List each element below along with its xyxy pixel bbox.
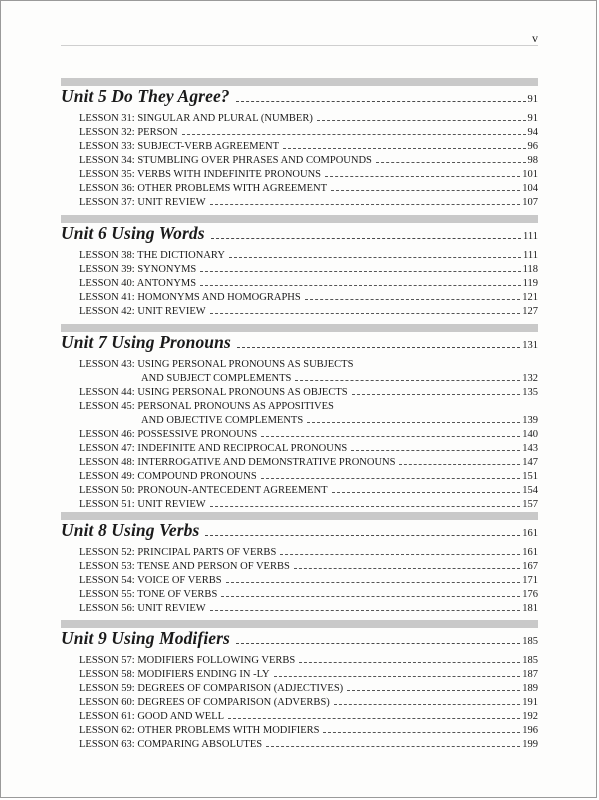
dot-leader bbox=[283, 148, 525, 149]
unit-heading[interactable] bbox=[61, 520, 538, 542]
lesson-label: LESSON 59: DEGREES OF COMPARISON (ADJECTIVES) bbox=[79, 683, 344, 694]
lesson-label-continued: AND OBJECTIVE COMPLEMENTS bbox=[141, 415, 304, 426]
dot-leader bbox=[323, 732, 520, 733]
unit-divider-bar bbox=[61, 620, 538, 628]
lesson-page-number: 96 bbox=[527, 141, 538, 152]
lesson-entry[interactable] bbox=[79, 428, 538, 442]
unit-7-section bbox=[61, 324, 538, 512]
dot-leader bbox=[210, 506, 521, 507]
lesson-list bbox=[79, 249, 538, 319]
lesson-page-number: 154 bbox=[522, 485, 538, 496]
lesson-page-number: 121 bbox=[522, 292, 538, 303]
lesson-list bbox=[79, 112, 538, 210]
lesson-entry[interactable] bbox=[79, 291, 538, 305]
lesson-entry[interactable] bbox=[79, 196, 538, 210]
dot-leader bbox=[210, 204, 521, 205]
unit-heading[interactable] bbox=[61, 86, 538, 108]
dot-leader bbox=[307, 422, 520, 423]
dot-leader bbox=[228, 718, 520, 719]
lesson-entry[interactable] bbox=[79, 456, 538, 470]
unit-heading[interactable] bbox=[61, 223, 538, 245]
lesson-page-number: 151 bbox=[522, 471, 538, 482]
dot-leader bbox=[236, 643, 520, 644]
lesson-label: LESSON 39: SYNONYMS bbox=[79, 264, 197, 275]
lesson-label: LESSON 52: PRINCIPAL PARTS OF VERBS bbox=[79, 547, 277, 558]
lesson-label: LESSON 46: POSSESSIVE PRONOUNS bbox=[79, 429, 258, 440]
dot-leader bbox=[221, 596, 520, 597]
unit-page-number: 161 bbox=[522, 528, 538, 539]
unit-title: Unit 9 Using Modifiers bbox=[61, 628, 230, 648]
lesson-list bbox=[79, 546, 538, 616]
lesson-entry[interactable] bbox=[79, 112, 538, 126]
lesson-page-number: 140 bbox=[522, 429, 538, 440]
lesson-entry[interactable] bbox=[79, 560, 538, 574]
lesson-label: LESSON 32: PERSON bbox=[79, 127, 178, 138]
lesson-label: LESSON 42: UNIT REVIEW bbox=[79, 306, 206, 317]
lesson-entry[interactable] bbox=[79, 126, 538, 140]
lesson-label: LESSON 49: COMPOUND PRONOUNS bbox=[79, 471, 257, 482]
dot-leader bbox=[331, 190, 520, 191]
lesson-entry[interactable] bbox=[79, 182, 538, 196]
lesson-entry[interactable] bbox=[79, 668, 538, 682]
lesson-entry[interactable] bbox=[79, 574, 538, 588]
lesson-label: LESSON 61: GOOD AND WELL bbox=[79, 711, 225, 722]
dot-leader bbox=[226, 582, 521, 583]
dot-leader bbox=[334, 704, 520, 705]
lesson-page-number: 127 bbox=[522, 306, 538, 317]
dot-leader bbox=[399, 464, 520, 465]
lesson-entry[interactable] bbox=[79, 168, 538, 182]
unit-heading[interactable] bbox=[61, 628, 538, 650]
dot-leader bbox=[210, 313, 521, 314]
lesson-label: LESSON 36: OTHER PROBLEMS WITH AGREEMENT bbox=[79, 183, 328, 194]
lesson-label: LESSON 62: OTHER PROBLEMS WITH MODIFIERS bbox=[79, 725, 320, 736]
dot-leader bbox=[325, 176, 520, 177]
dot-leader bbox=[351, 450, 520, 451]
lesson-entry[interactable] bbox=[79, 470, 538, 484]
dot-leader bbox=[280, 554, 520, 555]
dot-leader bbox=[352, 394, 521, 395]
lesson-page-number: 91 bbox=[527, 113, 538, 124]
lesson-entry[interactable] bbox=[79, 498, 538, 512]
unit-divider-bar bbox=[61, 215, 538, 223]
lesson-page-number: 157 bbox=[522, 499, 538, 510]
lesson-label: LESSON 33: SUBJECT-VERB AGREEMENT bbox=[79, 141, 280, 152]
lesson-list bbox=[79, 358, 538, 512]
lesson-label: LESSON 45: PERSONAL PRONOUNS AS APPOSITIVES bbox=[79, 401, 334, 412]
lesson-label: LESSON 31: SINGULAR AND PLURAL (NUMBER) bbox=[79, 113, 313, 124]
dot-leader bbox=[182, 134, 526, 135]
lesson-page-number: 101 bbox=[522, 169, 538, 180]
lesson-entry[interactable] bbox=[79, 154, 538, 168]
unit-page-number: 111 bbox=[523, 231, 538, 242]
lesson-label: LESSON 57: MODIFIERS FOLLOWING VERBS bbox=[79, 655, 296, 666]
unit-heading[interactable] bbox=[61, 332, 538, 354]
lesson-label: LESSON 48: INTERROGATIVE AND DEMONSTRATIVE PRONOUNS bbox=[79, 457, 396, 468]
lesson-label: LESSON 55: TONE OF VERBS bbox=[79, 589, 218, 600]
lesson-page-number: 147 bbox=[522, 457, 538, 468]
lesson-entry[interactable] bbox=[79, 249, 538, 263]
lesson-label-continued: AND SUBJECT COMPLEMENTS bbox=[141, 373, 292, 384]
lesson-label: LESSON 41: HOMONYMS AND HOMOGRAPHS bbox=[79, 292, 301, 303]
lesson-page-number: 161 bbox=[522, 547, 538, 558]
unit-title: Unit 5 Do They Agree? bbox=[61, 86, 230, 106]
lesson-label: LESSON 34: STUMBLING OVER PHRASES AND COMPOUNDS bbox=[79, 155, 372, 166]
lesson-page-number: 111 bbox=[523, 250, 538, 261]
lesson-page-number: 139 bbox=[522, 415, 538, 426]
dot-leader bbox=[294, 568, 520, 569]
lesson-page-number: 185 bbox=[522, 655, 538, 666]
dot-leader bbox=[200, 285, 521, 286]
lesson-label: LESSON 47: INDEFINITE AND RECIPROCAL PRONOUNS bbox=[79, 443, 348, 454]
lesson-label: LESSON 54: VOICE OF VERBS bbox=[79, 575, 222, 586]
lesson-page-number: 196 bbox=[522, 725, 538, 736]
lesson-page-number: 181 bbox=[522, 603, 538, 614]
lesson-label: LESSON 40: ANTONYMS bbox=[79, 278, 197, 289]
lesson-label: LESSON 44: USING PERSONAL PRONOUNS AS OBJECTS bbox=[79, 387, 348, 398]
lesson-label: LESSON 35: VERBS WITH INDEFINITE PRONOUNS bbox=[79, 169, 321, 180]
dot-leader bbox=[237, 347, 520, 348]
lesson-label: LESSON 56: UNIT REVIEW bbox=[79, 603, 206, 614]
unit-9-section bbox=[61, 620, 538, 752]
unit-title: Unit 8 Using Verbs bbox=[61, 520, 200, 540]
dot-leader bbox=[347, 690, 520, 691]
lesson-entry[interactable] bbox=[79, 484, 538, 498]
unit-divider-bar bbox=[61, 324, 538, 332]
lesson-entry[interactable] bbox=[79, 602, 538, 616]
dot-leader bbox=[210, 610, 521, 611]
lesson-label: LESSON 51: UNIT REVIEW bbox=[79, 499, 206, 510]
lesson-page-number: 199 bbox=[522, 739, 538, 750]
lesson-label: LESSON 38: THE DICTIONARY bbox=[79, 250, 225, 261]
lesson-label: LESSON 60: DEGREES OF COMPARISON (ADVERBS) bbox=[79, 697, 330, 708]
dot-leader bbox=[200, 271, 520, 272]
lesson-entry[interactable] bbox=[79, 738, 538, 752]
unit-page-number: 91 bbox=[527, 94, 538, 105]
lesson-entry[interactable] bbox=[79, 710, 538, 724]
lesson-entry[interactable] bbox=[79, 305, 538, 319]
lesson-label: LESSON 58: MODIFIERS ENDING IN -LY bbox=[79, 669, 270, 680]
unit-title: Unit 6 Using Words bbox=[61, 223, 205, 243]
unit-divider-bar bbox=[61, 78, 538, 86]
lesson-page-number: 143 bbox=[522, 443, 538, 454]
dot-leader bbox=[295, 380, 520, 381]
lesson-page-number: 94 bbox=[527, 127, 538, 138]
lesson-entry[interactable] bbox=[79, 400, 538, 428]
lesson-entry[interactable] bbox=[79, 277, 538, 291]
unit-page-number: 131 bbox=[522, 340, 538, 351]
dot-leader bbox=[229, 257, 521, 258]
dot-leader bbox=[266, 746, 520, 747]
lesson-page-number: 118 bbox=[522, 264, 538, 275]
lesson-page-number: 176 bbox=[522, 589, 538, 600]
lesson-page-number: 132 bbox=[522, 373, 538, 384]
unit-6-section bbox=[61, 215, 538, 319]
unit-title: Unit 7 Using Pronouns bbox=[61, 332, 231, 352]
lesson-entry[interactable] bbox=[79, 724, 538, 738]
lesson-page-number: 191 bbox=[522, 697, 538, 708]
lesson-entry[interactable] bbox=[79, 358, 538, 386]
lesson-page-number: 189 bbox=[522, 683, 538, 694]
unit-8-section bbox=[61, 512, 538, 616]
lesson-label: LESSON 53: TENSE AND PERSON OF VERBS bbox=[79, 561, 290, 572]
lesson-page-number: 192 bbox=[522, 711, 538, 722]
dot-leader bbox=[305, 299, 521, 300]
lesson-page-number: 171 bbox=[522, 575, 538, 586]
lesson-entry[interactable] bbox=[79, 588, 538, 602]
lesson-entry[interactable] bbox=[79, 263, 538, 277]
lesson-entry[interactable] bbox=[79, 442, 538, 456]
dot-leader bbox=[317, 120, 526, 121]
dot-leader bbox=[261, 436, 520, 437]
dot-leader bbox=[236, 101, 526, 102]
lesson-entry[interactable] bbox=[79, 140, 538, 154]
page-header bbox=[61, 31, 538, 46]
lesson-page-number: 167 bbox=[522, 561, 538, 572]
lesson-entry[interactable] bbox=[79, 654, 538, 668]
lesson-page-number: 98 bbox=[527, 155, 538, 166]
page-number: v bbox=[532, 31, 538, 45]
lesson-page-number: 104 bbox=[522, 183, 538, 194]
lesson-label: LESSON 37: UNIT REVIEW bbox=[79, 197, 206, 208]
dot-leader bbox=[211, 238, 521, 239]
dot-leader bbox=[274, 676, 521, 677]
lesson-entry[interactable] bbox=[79, 386, 538, 400]
lesson-label: LESSON 63: COMPARING ABSOLUTES bbox=[79, 739, 263, 750]
unit-5-section bbox=[61, 78, 538, 210]
dot-leader bbox=[205, 535, 520, 536]
dot-leader bbox=[332, 492, 521, 493]
dot-leader bbox=[299, 662, 520, 663]
lesson-page-number: 107 bbox=[522, 197, 538, 208]
dot-leader bbox=[376, 162, 526, 163]
lesson-page-number: 119 bbox=[522, 278, 538, 289]
unit-page-number: 185 bbox=[522, 636, 538, 647]
lesson-list bbox=[79, 654, 538, 752]
lesson-label: LESSON 50: PRONOUN-ANTECEDENT AGREEMENT bbox=[79, 485, 328, 496]
lesson-entry[interactable] bbox=[79, 546, 538, 560]
lesson-page-number: 135 bbox=[522, 387, 538, 398]
lesson-entry[interactable] bbox=[79, 682, 538, 696]
dot-leader bbox=[261, 478, 521, 479]
lesson-label: LESSON 43: USING PERSONAL PRONOUNS AS SUBJECTS bbox=[79, 359, 354, 370]
unit-divider-bar bbox=[61, 512, 538, 520]
lesson-page-number: 187 bbox=[522, 669, 538, 680]
lesson-entry[interactable] bbox=[79, 696, 538, 710]
